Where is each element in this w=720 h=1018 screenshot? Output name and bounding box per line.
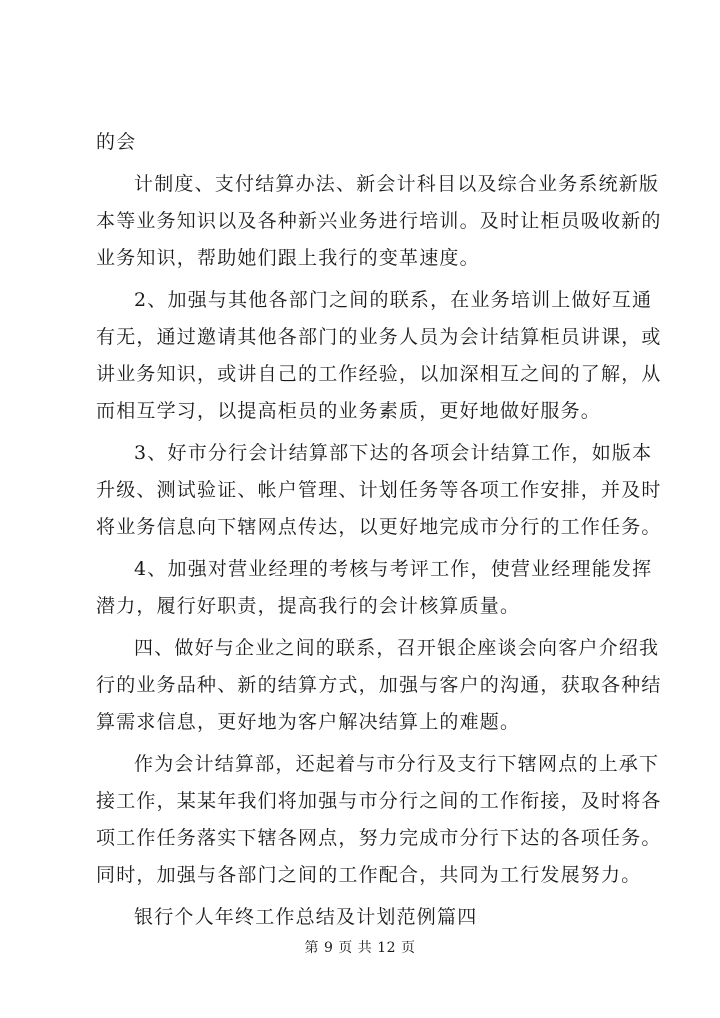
paragraph <box>96 124 644 161</box>
text-line: 业务知识，帮助她们跟上我行的变革速度。 <box>96 247 480 269</box>
text-line: 升级、测试验证、帐户管理、计划任务等各项工作安排，并及时 <box>96 479 662 501</box>
paragraph <box>96 551 653 625</box>
section-heading <box>96 899 644 936</box>
text-line: 作为会计结算部，还起着与市分行及支行下辖网点的上承下 <box>134 753 660 775</box>
text-line: 潜力，履行好职责，提高我行的会计核算质量。 <box>96 595 521 617</box>
page-number-footer: 第 9 页 共 12 页 <box>304 940 416 956</box>
text-line: 接工作，某某年我们将加强与市分行之间的工作衔接，及时将各 <box>96 790 662 812</box>
text-line: 的会 <box>96 131 137 153</box>
paragraph <box>96 746 662 894</box>
text-line: 4、加强对营业经理的考核与考评工作，使营业经理能发挥 <box>134 558 653 580</box>
text-line: 有无，通过邀请其他各部门的业务人员为会计结算柜员讲课，或 <box>96 326 662 348</box>
text-line: 银行个人年终工作总结及计划范例篇四 <box>134 906 478 928</box>
text-line: 四、做好与企业之间的联系，召开银企座谈会向客户介绍我 <box>134 637 660 659</box>
text-line: 算需求信息，更好地为客户解决结算上的难题。 <box>96 711 521 733</box>
paragraph <box>96 435 662 546</box>
paragraph <box>96 166 662 277</box>
text-line: 2、加强与其他各部门之间的联系，在业务培训上做好互通 <box>134 289 653 311</box>
text-line: 讲业务知识，或讲自己的工作经验，以加深相互之间的了解，从 <box>96 363 662 385</box>
paragraph <box>96 630 662 741</box>
text-line: 本等业务知识以及各种新兴业务进行培训。及时让柜员吸收新的 <box>96 210 662 232</box>
text-line: 同时，加强与各部门之间的工作配合，共同为工行发展努力。 <box>96 864 642 886</box>
text-line: 将业务信息向下辖网点传达，以更好地完成市分行的工作任务。 <box>96 516 662 538</box>
text-line: 而相互学习，以提高柜员的业务素质，更好地做好服务。 <box>96 400 602 422</box>
text-line: 3、好市分行会计结算部下达的各项会计结算工作，如版本 <box>134 442 653 464</box>
paragraph <box>96 282 662 430</box>
document-body <box>96 124 662 941</box>
text-line: 计制度、支付结算办法、新会计科目以及综合业务系统新版 <box>134 173 660 195</box>
text-line: 行的业务品种、新的结算方式，加强与客户的沟通，获取各种结 <box>96 674 662 696</box>
text-line: 项工作任务落实下辖各网点，努力完成市分行下达的各项任务。 <box>96 827 662 849</box>
